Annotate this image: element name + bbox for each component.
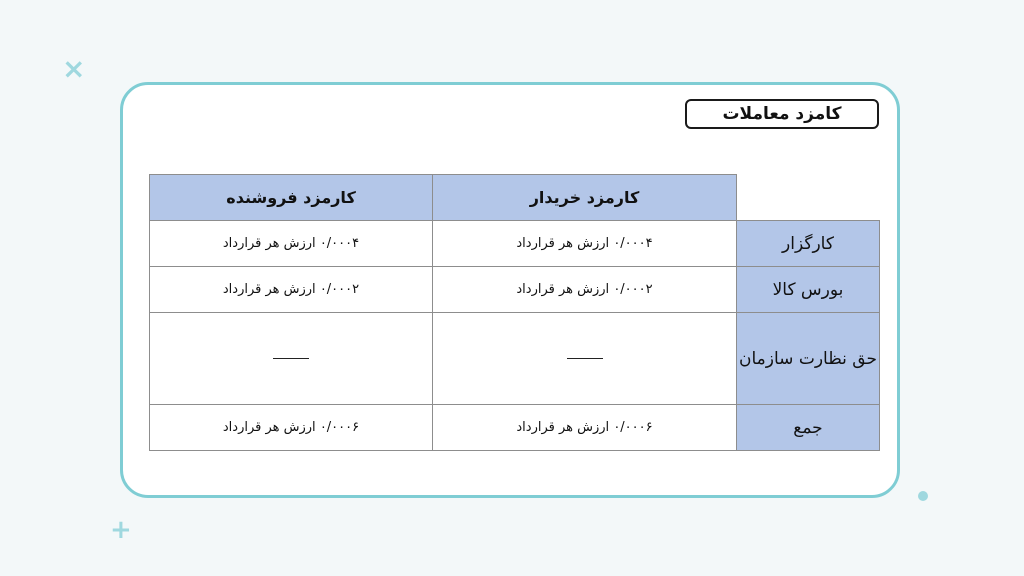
decorative-dot-icon <box>918 491 928 501</box>
row-label: حق نظارت سازمان <box>737 313 880 405</box>
table-row <box>150 221 880 267</box>
page-title: کامزد معاملات <box>685 99 879 129</box>
fees-table <box>149 174 880 451</box>
buyer-fee-cell <box>433 313 737 405</box>
seller-fee-cell: ۰/۰۰۰۶ ارزش هر قرارداد <box>150 405 433 451</box>
row-label: جمع <box>737 405 880 451</box>
table-header-row <box>150 175 880 221</box>
header-empty-cell <box>737 175 880 221</box>
buyer-fee-cell: ۰/۰۰۰۶ ارزش هر قرارداد <box>433 405 737 451</box>
table-row <box>150 267 880 313</box>
dash-placeholder <box>567 358 603 359</box>
content-card <box>120 82 900 498</box>
decorative-x-icon: × <box>62 52 86 85</box>
header-buyer-fee: کارمزد خریدار <box>433 175 737 221</box>
buyer-fee-cell: ۰/۰۰۰۴ ارزش هر قرارداد <box>433 221 737 267</box>
header-seller-fee: کارمزد فروشنده <box>150 175 433 221</box>
row-label: بورس کالا <box>737 267 880 313</box>
buyer-fee-cell: ۰/۰۰۰۲ ارزش هر قرارداد <box>433 267 737 313</box>
dash-placeholder <box>273 358 309 359</box>
seller-fee-cell: ۰/۰۰۰۲ ارزش هر قرارداد <box>150 267 433 313</box>
decorative-plus-icon: + <box>110 515 132 545</box>
table-row <box>150 405 880 451</box>
seller-fee-cell: ۰/۰۰۰۴ ارزش هر قرارداد <box>150 221 433 267</box>
row-label: کارگزار <box>737 221 880 267</box>
table-row <box>150 313 880 405</box>
seller-fee-cell <box>150 313 433 405</box>
